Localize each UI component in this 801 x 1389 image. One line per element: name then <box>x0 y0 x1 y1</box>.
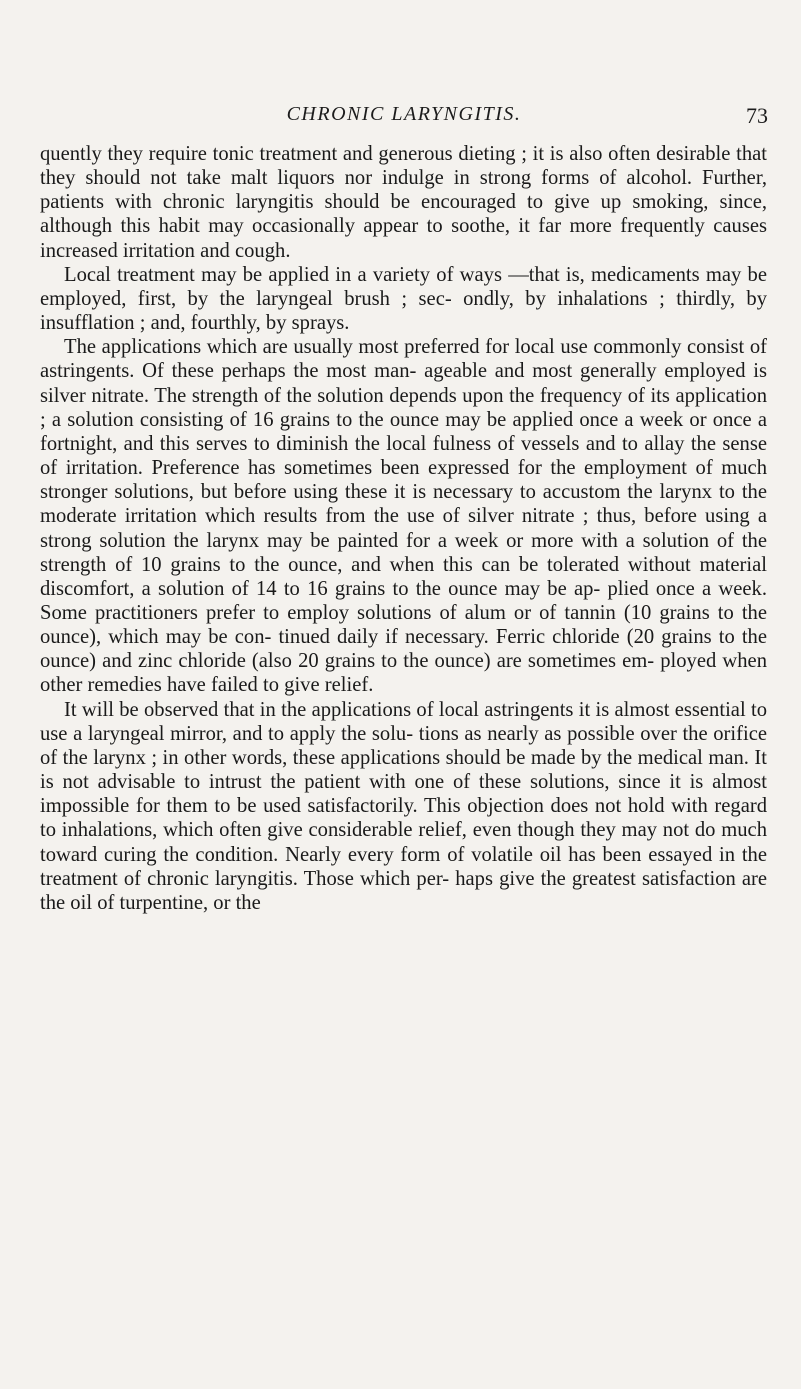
paragraph-laryngeal-mirror: It will be observed that in the applications of local astringents it is almost essential to use a laryngeal mirror, and to apply the solu- tions as nearly as possible over the orifice of the larynx ; in other words, these applications should be made by the medical man. It is not advisable to intrust the patient with one of these solutions, since it is almost impossible for them to be used satisfactorily. This objection does not hold with regard to inhalations, which often give considerable relief, even though they may not do much toward curing the condition. Nearly every form of volatile oil has been essayed in the treatment of chronic laryngitis. Those which per- haps give the greatest satisfaction are the oil of turpentine, or the <box>40 698 767 914</box>
body-text <box>40 142 767 915</box>
paragraph-local-treatment: Local treatment may be applied in a variety of ways —that is, medicaments may be employed, first, by the laryngeal brush ; sec- ondly, by inhalations ; thirdly, by insufflation ; and, fourthly, by sprays. <box>40 263 767 335</box>
running-title: CHRONIC LARYNGITIS. <box>286 103 522 125</box>
paragraph-continuation: quently they require tonic treatment and generous dieting ; it is also often desirable that they should not take malt liquors nor indulge in strong forms of alcohol. Further, patients with chronic laryngitis should be encouraged to give up smoking, since, although this habit may occasionally appear to soothe, it far more frequently causes increased irritation and cough. <box>40 143 767 262</box>
paragraph-astringents: The applications which are usually most preferred for local use commonly consist of astringents. Of these perhaps the most man- ageable and most generally employed is silver nitrate. The strength of the solution depends upon the frequency of its application ; a solution consisting of 16 grains to the ounce may be applied once a week or once a fortnight, and this serves to diminish the local fulness of vessels and to allay the sense of irritation. Preference has sometimes been expressed for the employment of much stronger solutions, but before using these it is necessary to accustom the larynx to the moderate irritation which results from the use of silver nitrate ; thus, before using a strong solution the larynx may be painted for a week or more with a solution of the strength of 10 grains to the ounce, and when this can be tolerated without material discomfort, a solution of 14 to 16 grains to the ounce may be ap- plied once a week. Some practitioners prefer to employ solutions of alum or of tannin (10 grains to the ounce), which may be con- tinued daily if necessary. Ferric chloride (20 grains to the ounce) and zinc chloride (also 20 grains to the ounce) are sometimes em- ployed when other remedies have failed to give relief. <box>40 336 767 697</box>
page-number: 73 <box>746 103 768 128</box>
running-head <box>40 103 768 133</box>
